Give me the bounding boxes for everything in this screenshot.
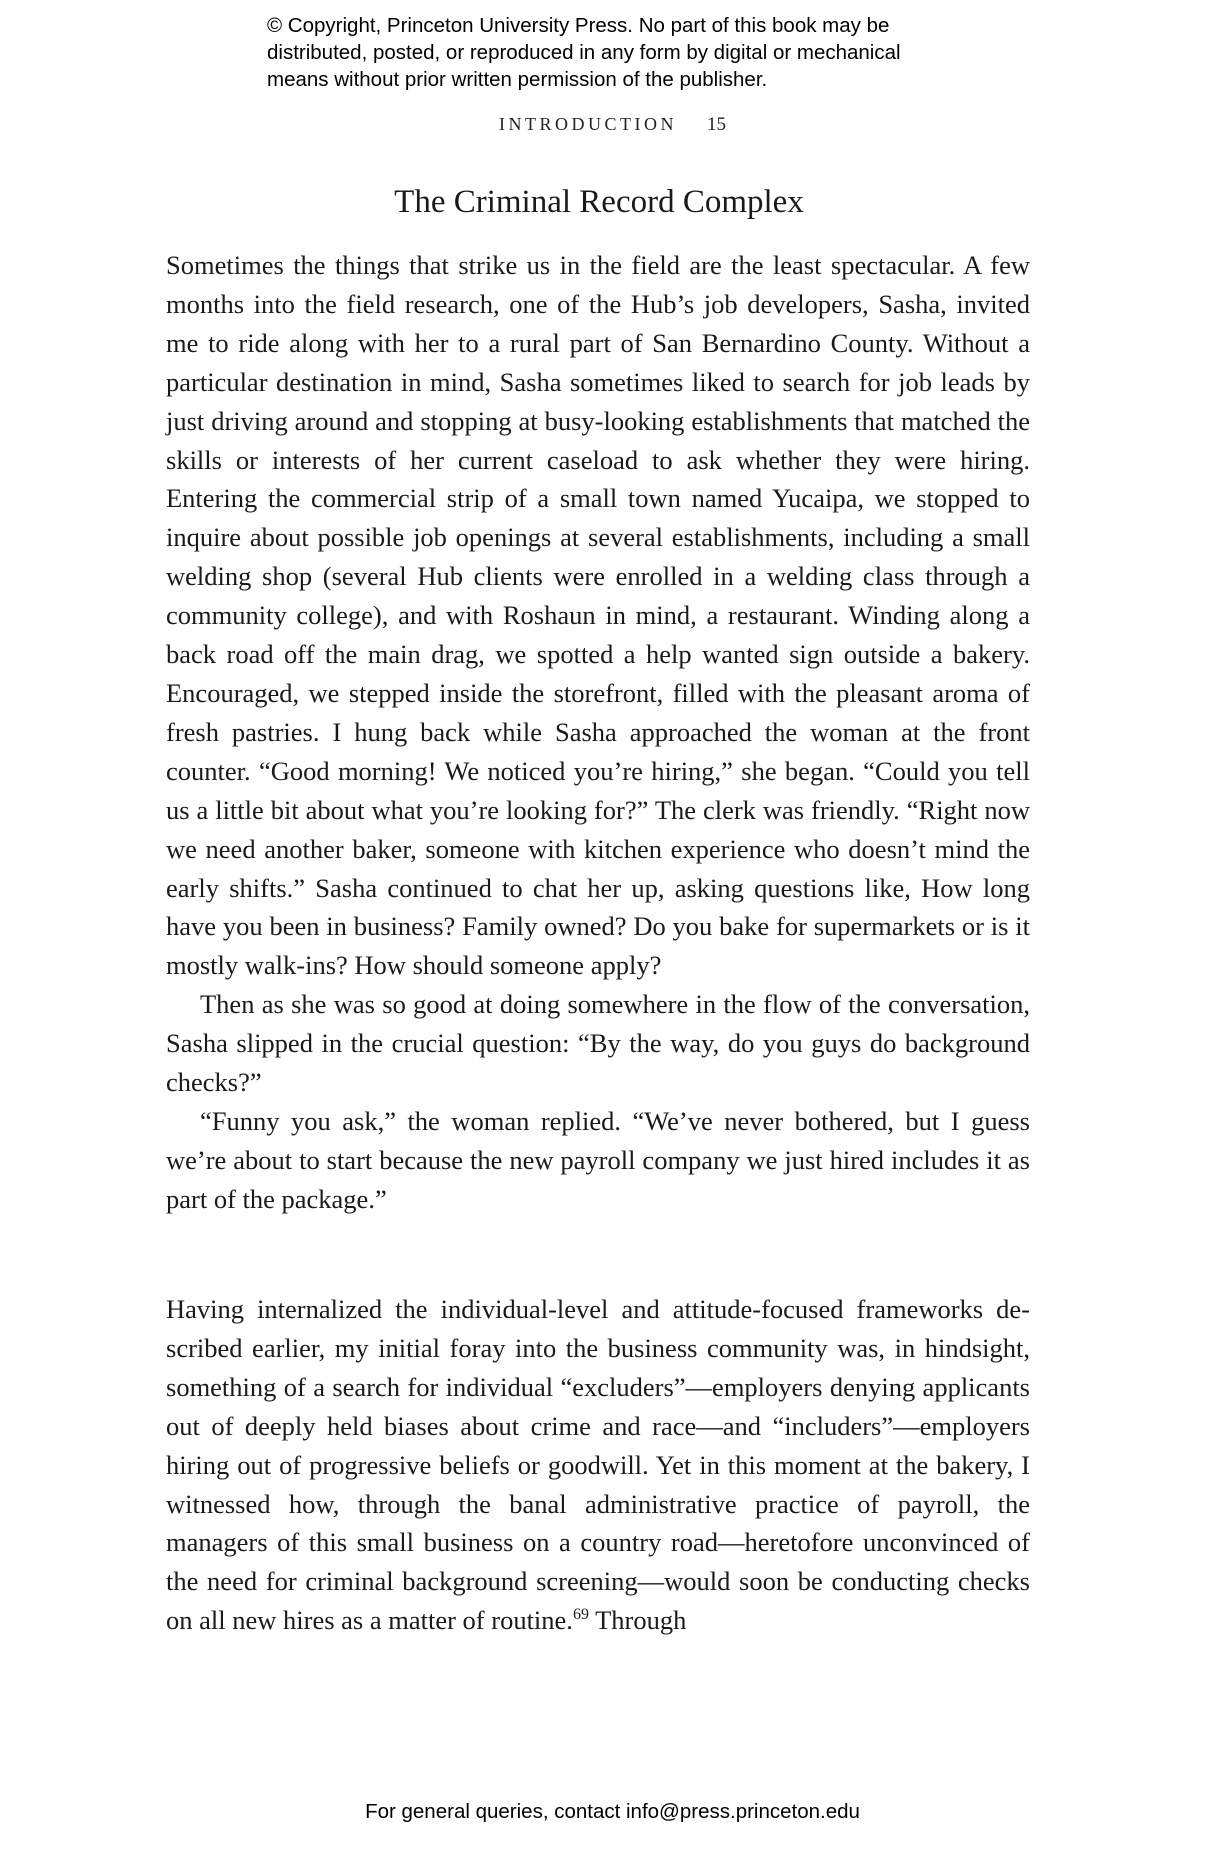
copyright-notice: © Copyright, Princeton University Press. No part of this book may be distributed, posted, or reproduced in any form by digital or mechanical means without prior written permission of the publisher. xyxy=(267,14,901,91)
paragraph-4-text: Having internalized the individual-level and attitude-focused frameworks described earlier, my initial foray into the business community was, in hindsight, something of a search for individual “excluders”—employers denying applicants out of deeply held biases about crime and race—and “includers”—employers hiring out of progressive beliefs or goodwill. Yet in this moment at the bakery, I witnessed how, through the banal administrative practice of payroll, the managers of this small business on a country road—heretofore unconvinced of the need for criminal background screening—would soon be conducting checks on all new hires as a matter of routine. xyxy=(166,1294,1030,1636)
paragraph-2: Then as she was so good at doing somewhere in the flow of the conversation, Sasha slipped in the crucial question: “By the way, do you guys do background checks?” xyxy=(166,989,1030,1098)
paragraph-3: “Funny you ask,” the woman replied. “We’ve never bothered, but I guess we’re about to start because the new payroll company we just hired includes it as part of the package.” xyxy=(166,1105,1030,1214)
page-number: 15 xyxy=(706,114,726,135)
footnote-reference[interactable]: 69 xyxy=(572,1606,589,1624)
section-title: The Criminal Record Complex xyxy=(394,184,804,220)
body-text-top xyxy=(166,246,1030,1219)
paragraph-4-tail: Through xyxy=(588,1605,687,1636)
body-text-bottom xyxy=(166,1290,1030,1640)
paragraph-1: Sometimes the things that strike us in the field are the least spectacular. A few months into the field research, one of the Hub’s job developers, Sasha, invited me to ride along with her to a rural part of San Bernardino County. Without a particular destination in mind, Sasha sometimes liked to search for job leads by just driving around and stopping at busy-looking establishments that matched the skills or interests of her current caseload to ask whether they were hiring. Entering the commercial strip of a small town named Yucaipa, we stopped to inquire about possible job openings at several establishments, including a small welding shop (several Hub clients were enrolled in a welding class through a community college), and with Roshaun in mind, a restaurant. Winding along a back road off the main drag, we spotted a help wanted sign outside a bakery. Encouraged, we stepped inside the storefront, filled with the pleasant aroma of fresh pastries. I hung back while Sasha approached the woman at the front counter. “Good morning! We noticed you’re hiring,” she began. “Could you tell us a little bit about what you’re looking for?” The clerk was friendly. “Right now we need another baker, someone with kitchen experience who doesn’t mind the early shifts.” Sasha continued to chat her up, asking questions like, How long have you been in business? Family owned? Do you bake for supermarkets or is it mostly walk-ins? How should someone apply? xyxy=(166,250,1030,981)
running-head xyxy=(0,114,1225,136)
footer-contact: For general queries, contact info@press.princeton.edu xyxy=(365,1800,860,1823)
paragraph-4 xyxy=(166,1290,1030,1640)
running-head-section: INTRODUCTION xyxy=(499,114,677,134)
